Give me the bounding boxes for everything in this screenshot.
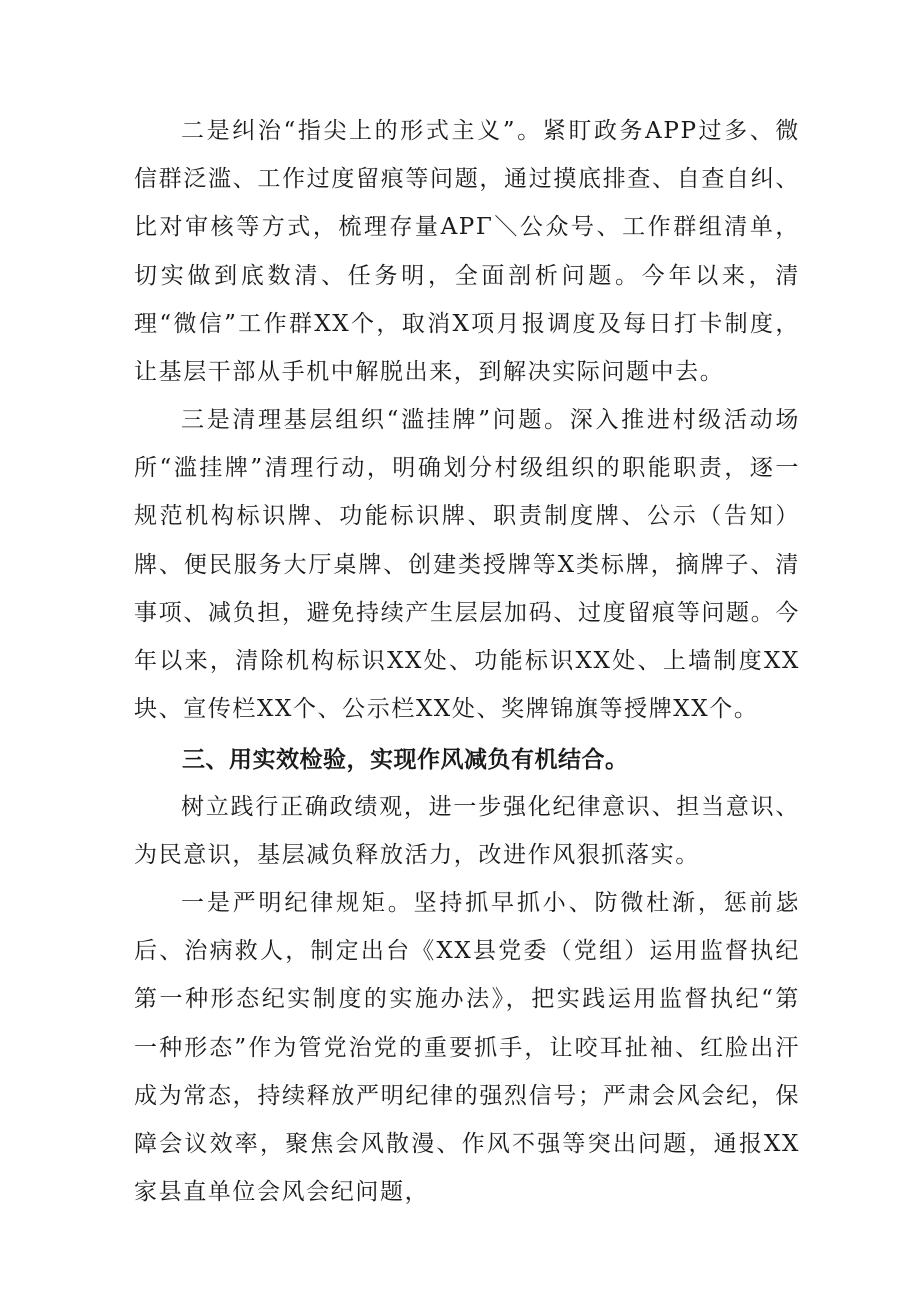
paragraph-section-intro: 树立践行正确政绩观，进一步强化纪律意识、担当意识、为民意识，基层减负释放活力，改进作风狠抓落实。 [134, 794, 800, 869]
section-heading: 三、用实效检验，实现作风减负有机结合。 [182, 747, 629, 773]
paragraph-signboard-cleanup: 三是清理基层组织“滥挂牌”问题。深入推进村级活动场所“滥挂牌”清理行动，明确划分村级组织的职能职责，逐一规范机构标识牌、功能标识牌、职责制度牌、公示（告知）牌、便民服务大厅桌牌、创建类授牌等X类标牌，摘牌子、清事项、减负担，避免持续产生层层加码、过度留痕等问题。今年以来，清除机构标识XX处、功能标识XX处、上墙制度XX块、宣传栏XX个、公示栏XX处、奖牌锦旗等授牌XX个。 [134, 407, 800, 723]
paragraph-discipline-rules: 一是严明纪律规矩。坚持抓早抓小、防微杜渐，惩前毖后、治病救人，制定出台《XX县党委（党组）运用监督执纪第一种形态纪实制度的实施办法》，把实践运用监督执纪“第一种形态”作为管党治党的重要抓手，让咬耳扯袖、红脸出汗成为常态，持续释放严明纪律的强烈信号；严肃会风会纪，保障会议效率，聚焦会风散漫、作风不强等突出问题，通报XX家县直单位会风会纪问题， [134, 890, 800, 1206]
paragraph-digital-formalism: 二是纠治“指尖上的形式主义”。紧盯政务APP过多、微信群泛滥、工作过度留痕等问题，通过摸底排查、自查自纠、比对审核等方式，梳理存量APΓ＼公众号、工作群组清单，切实做到底数清、任务明，全面剖析问题。今年以来，清理“微信”工作群XX个，取消X项月报调度及每日打卡制度，让基层干部从手机中解脱出来，到解决实际问题中去。 [134, 118, 800, 386]
